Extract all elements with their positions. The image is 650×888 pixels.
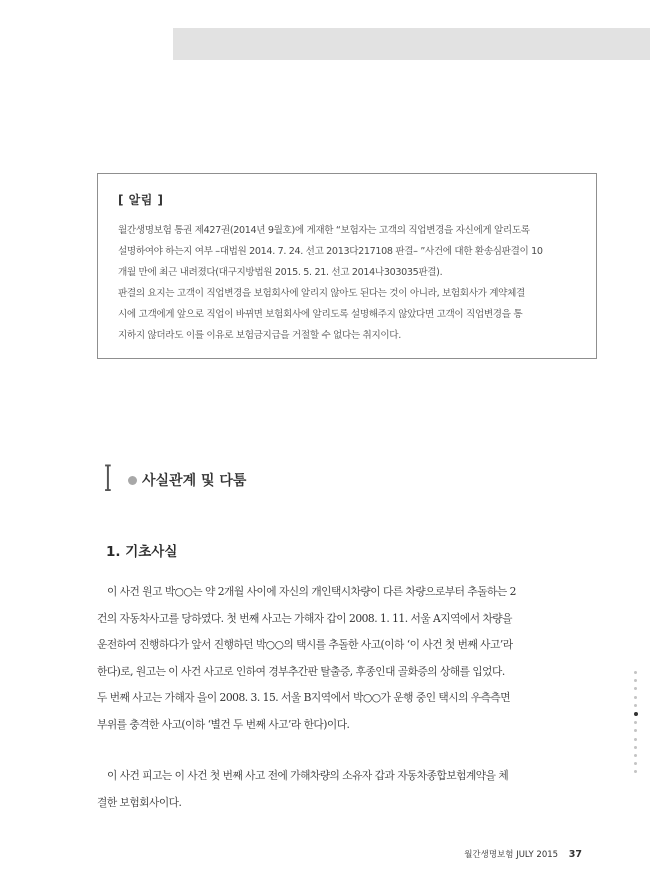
header-band — [173, 28, 650, 60]
section-heading — [104, 459, 247, 500]
notice-line: 설명하여야 하는지 여부 –대법원 2014. 7. 24. 선고 2013다217108 판결– ”사건에 대한 환송심판결이 10 — [118, 246, 543, 257]
indicator-dot — [634, 671, 637, 674]
notice-line: 월간생명보험 통권 제427권(2014년 9월호)에 게재한 “보험자는 고객의 직업변경을 자신에게 알리도록 — [118, 225, 530, 236]
body-line: 한다)로, 원고는 이 사건 사고로 인하여 경부추간판 탈출증, 후종인대 골화증의 상해를 입었다. — [97, 664, 505, 678]
indicator-dot — [634, 721, 637, 724]
indicator-dot — [634, 738, 637, 741]
indicator-dot — [634, 746, 637, 749]
indicator-dot — [634, 679, 637, 682]
bullet-dot-icon — [128, 476, 137, 485]
notice-title: [ 알림 ] — [118, 193, 164, 207]
subsection-title: 1. 기초사실 — [106, 544, 178, 560]
notice-line: 지하지 않더라도 이를 이유로 보험금지급을 거절할 수 없다는 취지이다. — [118, 330, 401, 341]
body-line: 이 사건 원고 박○○는 약 2개월 사이에 자신의 개인택시차량이 다른 차량으로부터 추돌하는 2 — [107, 585, 516, 598]
footer-issue: JULY 2015 — [516, 850, 559, 860]
body-line: 이 사건 피고는 이 사건 첫 번째 사고 전에 가해차량의 소유자 갑과 자동차종합보험계약을 체 — [107, 769, 509, 782]
indicator-dot — [634, 696, 637, 699]
indicator-dot-active — [634, 712, 638, 716]
notice-line: 판결의 요지는 고객이 직업변경을 보험회사에 알리지 않아도 된다는 것이 아니라, 보험회사가 계약체결 — [118, 288, 525, 299]
section-numeral: I — [104, 459, 112, 500]
section-title: 사실관계 및 다툼 — [142, 473, 247, 489]
paragraph-2 — [97, 763, 599, 816]
footer-magazine: 월간생명보험 — [464, 850, 514, 860]
body-line: 두 번째 사고는 가해자 을이 2008. 3. 15. 서울 B지역에서 박○○가 운행 중인 택시의 우측측면 — [97, 691, 511, 704]
paragraph-1 — [97, 579, 599, 738]
notice-box — [97, 173, 597, 359]
indicator-dot — [634, 770, 637, 773]
notice-line: 시에 고객에게 앞으로 직업이 바뀌면 보험회사에 알리도록 설명해주지 않았다면 고객이 직업변경을 통 — [118, 309, 523, 320]
indicator-dot — [634, 687, 637, 690]
page-footer — [464, 848, 582, 860]
body-line: 건의 자동차사고를 당하였다. 첫 번째 사고는 가해자 갑이 2008. 1. 11. 서울 A지역에서 차량을 — [97, 611, 512, 625]
indicator-dot — [634, 754, 637, 757]
notice-line: 개월 만에 최근 내려졌다(대구지방법원 2015. 5. 21. 선고 2014나303035판결). — [118, 267, 443, 278]
indicator-dot — [634, 762, 637, 765]
indicator-dot — [634, 729, 637, 732]
indicator-dot — [634, 704, 637, 707]
body-line: 부위를 충격한 사고(이하 ‘별건 두 번째 사고’라 한다)이다. — [97, 717, 350, 731]
body-line: 운전하여 진행하다가 앞서 진행하던 박○○의 택시를 추돌한 사고(이하 ‘이 사건 첫 번째 사고’라 — [97, 638, 513, 651]
page-position-indicator — [634, 671, 638, 778]
body-line: 결한 보험회사이다. — [97, 795, 182, 809]
page-number: 37 — [568, 849, 582, 860]
